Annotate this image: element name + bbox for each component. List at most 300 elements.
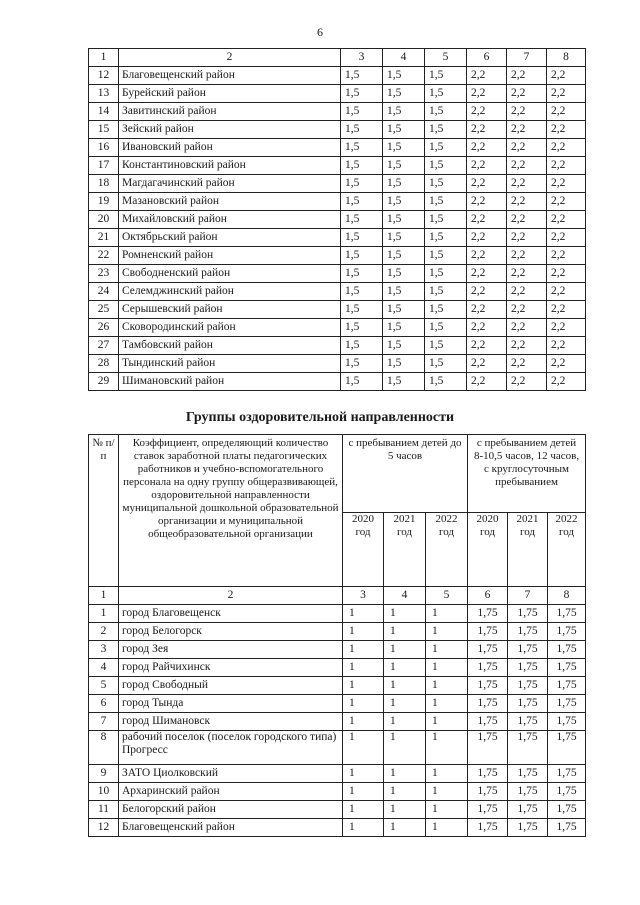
coefficient-value: 2,2 [547,211,586,229]
coefficient-value: 1,5 [425,337,467,355]
coefficient-value: 1,75 [548,623,586,641]
coefficient-value: 2,2 [467,193,507,211]
coefficient-value: 1,5 [425,283,467,301]
district-name: Свободненский район [119,265,341,283]
coefficient-value: 1,75 [548,819,586,837]
table-row [89,373,586,391]
coefficient-value: 1,5 [425,85,467,103]
coefficient-value: 1 [426,713,468,731]
coefficient-value: 1,5 [383,157,425,175]
district-name: Октябрьский район [119,229,341,247]
col-num: 7 [507,49,547,67]
table-row [89,659,586,677]
col-num: 4 [384,587,426,605]
coefficient-value: 2,2 [467,283,507,301]
col-num: 2 [119,49,341,67]
coefficient-value: 2,2 [507,265,547,283]
coefficient-header: Коэффициент, определяющий количество ставок заработной платы педагогических работников и учебно-вспомогательного персонала на одну группу общеразвивающей, оздоровительной направленности муниципальной дошкольной образовательной организации и муниципальной общеобразовательной организации [119,435,343,587]
coefficient-value: 1 [384,641,426,659]
district-name: Зейский район [119,121,341,139]
district-name: Селемджинский район [119,283,341,301]
col-num: 8 [548,587,586,605]
row-number: 11 [89,801,119,819]
year-cell: 2021 год [508,513,548,587]
coefficient-value: 1 [426,677,468,695]
table-row [89,301,586,319]
coefficient-value: 2,2 [507,67,547,85]
coefficient-value: 1,5 [383,265,425,283]
coefficient-value: 1 [426,819,468,837]
coefficient-value: 1 [384,695,426,713]
coefficient-value: 2,2 [547,229,586,247]
table-row [89,193,586,211]
table-row [89,765,586,783]
coefficient-value: 1,75 [468,641,508,659]
coefficient-value: 1,5 [383,319,425,337]
coefficient-value: 1,75 [508,605,548,623]
coefficient-value: 2,2 [467,337,507,355]
coefficient-value: 1,75 [468,623,508,641]
coefficient-value: 1,75 [468,677,508,695]
coefficient-value: 1,5 [383,373,425,391]
table-row [89,265,586,283]
health-groups-table [88,434,586,837]
col-num: 4 [383,49,425,67]
coefficient-value: 2,2 [547,121,586,139]
coefficient-value: 2,2 [507,121,547,139]
row-number: 17 [89,157,119,175]
district-name: Шимановский район [119,373,341,391]
coefficient-value: 2,2 [547,175,586,193]
table-row [89,211,586,229]
coefficient-value: 1 [426,623,468,641]
coefficient-value: 1 [343,819,384,837]
coefficient-value: 2,2 [547,139,586,157]
coefficient-value: 1,5 [425,301,467,319]
year-cell: 2022 год [548,513,586,587]
table-row [89,801,586,819]
coefficient-value: 1,5 [425,319,467,337]
district-name: Мазановский район [119,193,341,211]
coefficient-value: 1 [343,801,384,819]
table-row [89,103,586,121]
col-num: 6 [467,49,507,67]
coefficient-value: 1,5 [341,85,383,103]
coefficient-value: 1,5 [383,247,425,265]
row-number: 19 [89,193,119,211]
col-num: 3 [343,587,384,605]
coefficient-value: 1,5 [425,355,467,373]
coefficient-value: 1 [343,765,384,783]
table-row [89,121,586,139]
coefficient-value: 1,75 [508,801,548,819]
row-number: 24 [89,283,119,301]
coefficient-value: 1 [384,765,426,783]
district-name: Серышевский район [119,301,341,319]
table-row [89,695,586,713]
coefficient-value: 2,2 [507,337,547,355]
coefficient-value: 1,5 [425,139,467,157]
coefficient-value: 1,5 [341,175,383,193]
row-number: 3 [89,641,119,659]
coefficient-value: 1,5 [425,229,467,247]
row-number: 13 [89,85,119,103]
num-header: № п/п [89,435,119,587]
municipality-name: город Свободный [119,677,343,695]
district-name: Ромненский район [119,247,341,265]
municipality-name: ЗАТО Циолковский [119,765,343,783]
coefficient-value: 2,2 [467,229,507,247]
district-name: Константиновский район [119,157,341,175]
table-row [89,157,586,175]
row-number: 12 [89,819,119,837]
coefficient-value: 1,75 [548,677,586,695]
coefficient-value: 2,2 [507,193,547,211]
col-num: 8 [547,49,586,67]
coefficient-value: 1,75 [468,819,508,837]
coefficient-value: 1 [426,765,468,783]
col-num: 5 [425,49,467,67]
coefficient-value: 1,5 [425,157,467,175]
coefficient-value: 1,75 [468,731,508,765]
coefficient-value: 2,2 [507,355,547,373]
municipality-name: город Райчихинск [119,659,343,677]
coefficient-value: 1,75 [468,605,508,623]
coefficient-value: 1,5 [425,373,467,391]
coefficient-value: 1 [384,659,426,677]
coefficient-value: 2,2 [467,175,507,193]
table-row [89,283,586,301]
coefficient-value: 1,5 [383,211,425,229]
coefficient-value: 2,2 [507,283,547,301]
coefficient-value: 1,5 [341,247,383,265]
year-cell: 2021 год [384,513,426,587]
municipality-name: рабочий поселок (поселок городского типа) Прогресс [119,731,343,765]
row-number: 27 [89,337,119,355]
row-number: 2 [89,623,119,641]
coefficient-value: 1,5 [341,193,383,211]
coefficient-value: 1,5 [341,301,383,319]
table-row [89,175,586,193]
coefficient-value: 2,2 [467,265,507,283]
coefficient-value: 2,2 [507,373,547,391]
coefficient-value: 1,5 [383,103,425,121]
coefficient-value: 2,2 [467,139,507,157]
coefficient-value: 1,75 [508,695,548,713]
row-number: 20 [89,211,119,229]
coefficient-value: 1,5 [383,139,425,157]
coefficient-value: 1,5 [383,301,425,319]
coefficient-value: 1 [384,801,426,819]
coefficient-value: 2,2 [507,211,547,229]
coefficient-value: 1,75 [508,713,548,731]
municipality-name: город Шимановск [119,713,343,731]
coefficient-value: 1 [343,659,384,677]
coefficient-value: 2,2 [507,319,547,337]
coefficient-value: 1,5 [383,193,425,211]
coefficient-value: 1 [384,819,426,837]
table-row [89,677,586,695]
coefficient-value: 1,75 [548,605,586,623]
coefficient-value: 2,2 [507,175,547,193]
row-number: 18 [89,175,119,193]
coefficient-value: 1,75 [468,695,508,713]
municipality-name: город Зея [119,641,343,659]
coefficient-value: 2,2 [547,355,586,373]
coefficient-value: 1 [384,731,426,765]
coefficient-value: 2,2 [547,319,586,337]
coefficient-value: 2,2 [467,211,507,229]
year-cell: 2020 год [468,513,508,587]
coefficient-value: 2,2 [547,283,586,301]
row-number: 12 [89,67,119,85]
district-name: Тындинский район [119,355,341,373]
coefficient-value: 1 [426,659,468,677]
table-row [89,319,586,337]
table-row [89,67,586,85]
coefficient-value: 1,75 [508,659,548,677]
coefficient-value: 1,75 [548,695,586,713]
coefficient-value: 1,5 [341,283,383,301]
coefficient-value: 1,5 [341,103,383,121]
group-a-header: с пребыванием детей до 5 часов [343,435,468,513]
table-row [89,355,586,373]
col-num: 6 [468,587,508,605]
coefficient-value: 1,5 [341,229,383,247]
row-number: 6 [89,695,119,713]
year-cell: 2020 год [343,513,384,587]
coefficient-value: 2,2 [467,247,507,265]
col-num: 3 [341,49,383,67]
table-row [89,623,586,641]
coefficient-value: 2,2 [507,301,547,319]
table-row [89,139,586,157]
coefficient-value: 1,75 [548,659,586,677]
table-row [89,85,586,103]
coefficient-value: 2,2 [467,103,507,121]
coefficient-value: 2,2 [547,301,586,319]
coefficient-value: 1,75 [548,641,586,659]
district-name: Михайловский район [119,211,341,229]
coefficient-value: 2,2 [547,85,586,103]
coefficient-value: 1 [343,605,384,623]
table-row [89,229,586,247]
coefficient-value: 1,5 [425,67,467,85]
district-name: Магдагачинский район [119,175,341,193]
col-num: 1 [89,587,119,605]
row-number: 8 [89,731,119,765]
coefficient-value: 1 [343,623,384,641]
coefficient-value: 1,5 [425,211,467,229]
column-number-row [89,587,586,605]
coefficient-value: 2,2 [547,103,586,121]
coefficient-value: 2,2 [507,139,547,157]
municipality-name: Белогорский район [119,801,343,819]
district-name: Завитинский район [119,103,341,121]
row-number: 23 [89,265,119,283]
column-number-row [89,49,586,67]
coefficients-table-continued [88,48,586,391]
coefficient-value: 1 [384,623,426,641]
coefficient-value: 1,75 [548,783,586,801]
page-number: 6 [317,25,323,39]
coefficient-value: 1,5 [383,229,425,247]
row-number: 14 [89,103,119,121]
coefficient-value: 2,2 [507,85,547,103]
table-row [89,713,586,731]
coefficient-value: 1,5 [425,103,467,121]
col-num: 2 [119,587,343,605]
coefficient-value: 1,75 [508,623,548,641]
coefficient-value: 2,2 [547,337,586,355]
coefficient-value: 1,5 [341,337,383,355]
row-number: 10 [89,783,119,801]
row-number: 21 [89,229,119,247]
coefficient-value: 1,75 [468,765,508,783]
municipality-name: город Белогорск [119,623,343,641]
table-row [89,641,586,659]
coefficient-value: 1 [384,605,426,623]
coefficient-value: 1,5 [383,175,425,193]
coefficient-value: 1,5 [341,355,383,373]
coefficient-value: 1,75 [508,783,548,801]
section-heading: Группы оздоровительной направленности [185,410,455,425]
coefficient-value: 2,2 [507,157,547,175]
coefficient-value: 1 [384,783,426,801]
row-number: 28 [89,355,119,373]
row-number: 25 [89,301,119,319]
coefficient-value: 2,2 [467,301,507,319]
col-num: 5 [426,587,468,605]
coefficient-value: 1 [426,783,468,801]
coefficient-value: 2,2 [507,247,547,265]
coefficient-value: 1,75 [508,765,548,783]
coefficient-value: 1,75 [508,731,548,765]
coefficient-value: 1,5 [383,67,425,85]
coefficient-value: 1,5 [383,355,425,373]
coefficient-value: 1,75 [468,713,508,731]
coefficient-value: 1 [426,695,468,713]
municipality-name: Архаринский район [119,783,343,801]
coefficient-value: 2,2 [467,319,507,337]
coefficient-value: 2,2 [507,229,547,247]
coefficient-value: 1 [426,641,468,659]
table-row [89,731,586,765]
coefficient-value: 1 [426,731,468,765]
table-row [89,337,586,355]
coefficient-value: 2,2 [467,67,507,85]
coefficient-value: 1,5 [383,85,425,103]
coefficient-value: 2,2 [547,157,586,175]
col-num: 1 [89,49,119,67]
coefficient-value: 1,75 [548,713,586,731]
coefficient-value: 1,75 [548,765,586,783]
table-row [89,605,586,623]
coefficient-value: 1,75 [548,801,586,819]
coefficient-value: 1 [343,783,384,801]
coefficient-value: 1,75 [468,801,508,819]
coefficient-value: 1,5 [341,121,383,139]
coefficient-value: 1,5 [341,139,383,157]
coefficient-value: 1,75 [508,677,548,695]
coefficient-value: 2,2 [547,67,586,85]
coefficient-value: 2,2 [507,103,547,121]
district-name: Бурейский район [119,85,341,103]
row-number: 1 [89,605,119,623]
coefficient-value: 1,5 [341,319,383,337]
col-num: 7 [508,587,548,605]
coefficient-value: 1,5 [425,193,467,211]
coefficient-value: 1 [343,731,384,765]
row-number: 4 [89,659,119,677]
coefficient-value: 1,5 [341,373,383,391]
coefficient-value: 1 [426,801,468,819]
coefficient-value: 1 [343,695,384,713]
row-number: 22 [89,247,119,265]
year-cell: 2022 год [426,513,468,587]
coefficient-value: 1 [343,713,384,731]
row-number: 16 [89,139,119,157]
coefficient-value: 2,2 [467,121,507,139]
district-name: Тамбовский район [119,337,341,355]
district-name: Сковородинский район [119,319,341,337]
coefficient-value: 1,5 [341,67,383,85]
coefficient-value: 1,75 [508,641,548,659]
coefficient-value: 1,5 [425,121,467,139]
row-number: 29 [89,373,119,391]
coefficient-value: 1,5 [425,265,467,283]
coefficient-value: 2,2 [467,85,507,103]
row-number: 7 [89,713,119,731]
row-number: 26 [89,319,119,337]
header-row [89,435,586,513]
coefficient-value: 2,2 [547,373,586,391]
coefficient-value: 1 [384,677,426,695]
coefficient-value: 1 [384,713,426,731]
group-b-header: с пребыванием детей 8-10,5 часов, 12 часов, с круглосуточным пребыванием [468,435,586,513]
municipality-name: город Благовещенск [119,605,343,623]
coefficient-value: 1 [343,641,384,659]
coefficient-value: 1,5 [341,157,383,175]
coefficient-value: 2,2 [467,373,507,391]
row-number: 9 [89,765,119,783]
row-number: 15 [89,121,119,139]
coefficient-value: 1,75 [548,731,586,765]
coefficient-value: 1,5 [383,337,425,355]
coefficient-value: 2,2 [547,265,586,283]
coefficient-value: 2,2 [547,193,586,211]
table-row [89,783,586,801]
coefficient-value: 1,5 [341,265,383,283]
coefficient-value: 2,2 [547,247,586,265]
coefficient-value: 1 [343,677,384,695]
coefficient-value: 1 [426,605,468,623]
coefficient-value: 1,75 [508,819,548,837]
coefficient-value: 2,2 [467,157,507,175]
coefficient-value: 1,5 [425,175,467,193]
table-row [89,247,586,265]
municipality-name: Благовещенский район [119,819,343,837]
municipality-name: город Тында [119,695,343,713]
coefficient-value: 2,2 [467,355,507,373]
row-number: 5 [89,677,119,695]
table-row [89,819,586,837]
coefficient-value: 1,75 [468,783,508,801]
district-name: Благовещенский район [119,67,341,85]
coefficient-value: 1,75 [468,659,508,677]
coefficient-value: 1,5 [425,247,467,265]
district-name: Ивановский район [119,139,341,157]
